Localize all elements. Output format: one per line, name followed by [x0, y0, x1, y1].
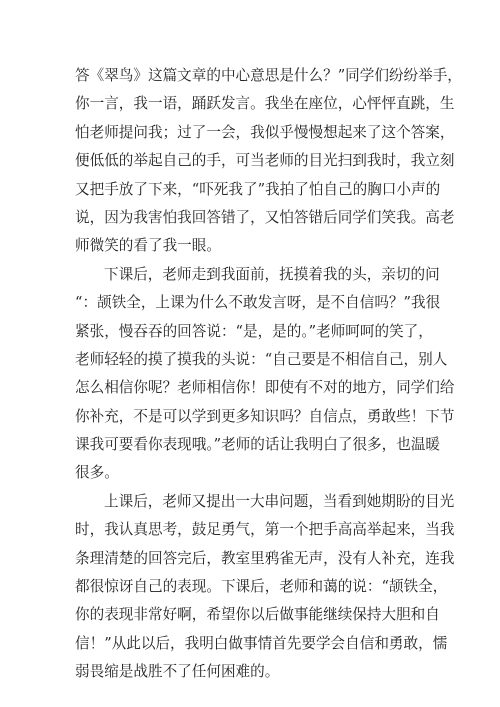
text-line: 都很惊讶自己的表现。下课后，老师和蔼的说：“颉铁全，	[75, 578, 448, 596]
text-line: 你一言，我一语，踊跃发言。我坐在座位，心怦怦直跳，生	[75, 95, 455, 113]
paragraph-3	[75, 488, 455, 687]
text-line: 信！”从此以后，我明白做事情首先要学会自信和勇敢，懦	[75, 634, 448, 652]
text-line: 时，我认真思考，鼓足勇气，第一个把手高高举起来，当我	[75, 521, 455, 539]
text-line: 下课后，老师走到我面前，抚摸着我的头，亲切的问	[104, 265, 440, 283]
text-line: 弱畏缩是战胜不了任何困难的。	[75, 663, 280, 681]
text-line: 你的表现非常好啊，希望你以后做事能继续保持大胆和自	[75, 606, 440, 624]
text-line: 怕老师提问我；过了一会，我似乎慢慢想起来了这个答案，	[75, 123, 455, 141]
text-line: 紧张，慢吞吞的回答说：“是，是的。”老师呵呵的笑了，	[75, 322, 433, 340]
text-line: 师微笑的看了我一眼。	[75, 237, 221, 255]
text-line: 课我可要看你表现哦。”老师的话让我明白了很多，也温暖	[75, 436, 441, 454]
text-line: 说，因为我害怕我回答错了，又怕答错后同学们笑我。高老	[75, 208, 455, 226]
text-line: 又把手放了下来，“吓死我了”我拍了怕自己的胸口小声的	[75, 180, 441, 198]
text-line: 答《翠鸟》这篇文章的中心意思是什么？”同学们纷纷举手，	[75, 67, 462, 84]
document-body	[75, 62, 462, 687]
text-line: “：颉铁全，上课为什么不敢发言呀，是不自信吗？”我很	[75, 294, 441, 312]
text-line: 你补充，不是可以学到更多知识吗？自信点，勇敢些！下节	[75, 407, 455, 425]
text-line: 便低低的举起自己的手，可当老师的目光扫到我时，我立刻	[75, 152, 455, 170]
text-line: 很多。	[75, 464, 119, 482]
text-line: 上课后，老师又提出一大串问题，当看到她期盼的目光	[104, 492, 455, 510]
paragraph-2	[75, 261, 455, 488]
text-line: 老师轻轻的摸了摸我的头说：“自己要是不相信自己，别人	[75, 350, 448, 368]
paragraph-1	[75, 62, 462, 261]
text-line: 条理清楚的回答完后，教室里鸦雀无声，没有人补充，连我	[75, 549, 455, 567]
text-line: 怎么相信你呢？老师相信你！即使有不对的地方，同学们给	[75, 379, 455, 397]
